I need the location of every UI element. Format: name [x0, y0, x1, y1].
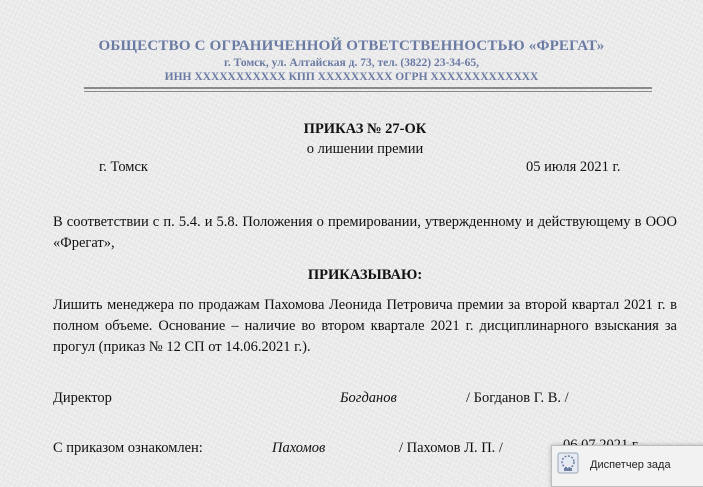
preamble-paragraph: В соответствии с п. 5.4. и 5.8. Положения о премировании, утвержденному и действующему в ООО «Фрегат»,	[53, 214, 677, 251]
org-name: ОБЩЕСТВО С ОГРАНИЧЕННОЙ ОТВЕТСТВЕННОСТЬЮ «ФРЕГАТ»	[98, 38, 605, 54]
decision-paragraph: Лишить менеджера по продажам Пахомова Леонида Петровича премии за второй квартал 2021 г. в полном объеме. Основание – наличие во втором квартале 2021 г. дисциплинарного взыскания за прогул (приказ № 12 СП от 14.06.2021 г.).	[53, 297, 677, 355]
acknowledged-label: С приказом ознакомлен:	[53, 440, 203, 456]
command-heading: ПРИКАЗЫВАЮ:	[307, 267, 423, 283]
director-signature: Богданов	[340, 390, 397, 406]
org-identifiers: ИНН XXXXXXXXXXX КПП XXXXXXXXX ОГРН XXXXXXXXXXXXX	[164, 71, 539, 83]
order-city: г. Томск	[99, 159, 148, 175]
order-subtitle: о лишении премии	[306, 141, 424, 157]
order-date: 05 июля 2021 г.	[526, 159, 621, 175]
acknowledged-name: / Пахомов Л. П. /	[399, 440, 503, 456]
director-name: / Богданов Г. В. /	[466, 390, 569, 406]
task-manager-label[interactable]: Диспетчер зада	[590, 459, 671, 471]
order-title: ПРИКАЗ № 27-ОК	[303, 121, 427, 137]
director-label: Директор	[53, 390, 112, 406]
header-rule-thin	[84, 91, 652, 92]
org-address: г. Томск, ул. Алтайская д. 73, тел. (3822) 23-34-65,	[223, 57, 479, 69]
header-rule-thick	[84, 87, 652, 89]
acknowledged-signature: Пахомов	[272, 440, 326, 456]
task-manager-icon[interactable]	[557, 452, 579, 474]
